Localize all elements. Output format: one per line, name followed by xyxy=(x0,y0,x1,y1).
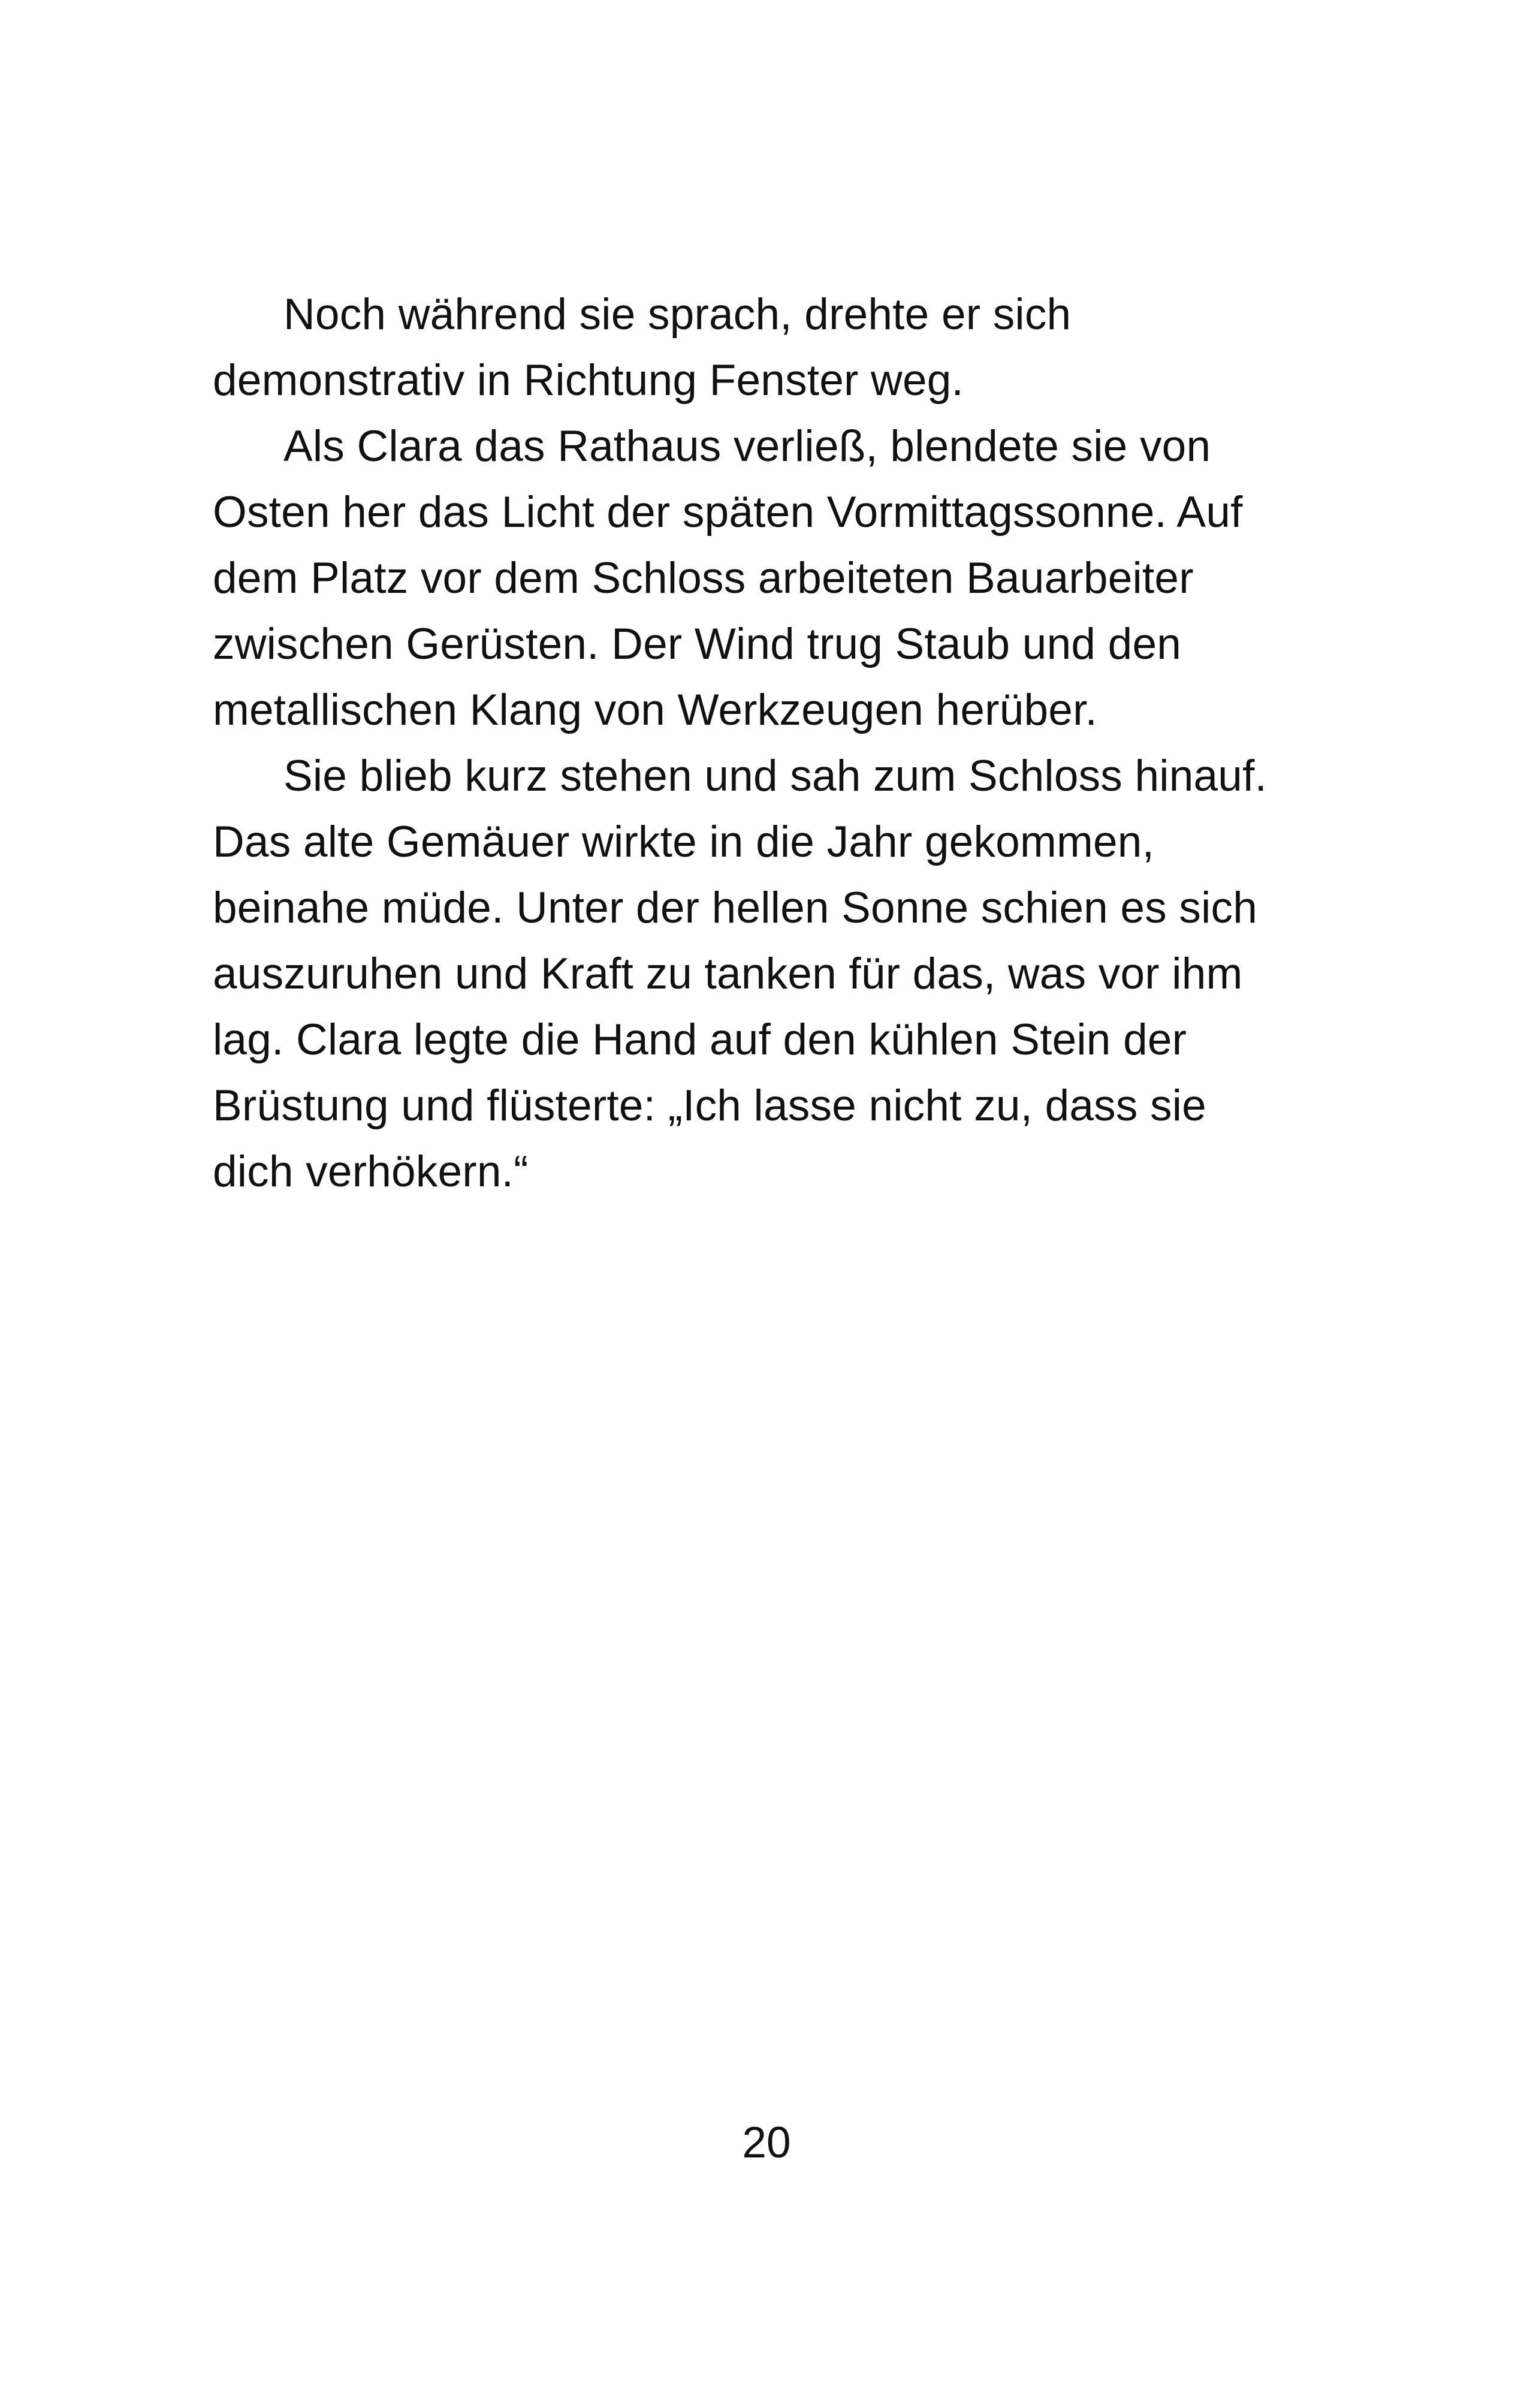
body-text xyxy=(213,282,1345,1205)
text-line: dich verhökern.“ xyxy=(213,1147,529,1196)
text-line: Noch während sie sprach, drehte er sich xyxy=(283,290,1072,339)
text-line: dem Platz vor dem Schloss arbeiteten Bauarbeiter xyxy=(213,554,1194,602)
text-line: Osten her das Licht der späten Vormittagssonne. Auf xyxy=(213,488,1243,537)
text-line: metallischen Klang von Werkzeugen herüber. xyxy=(213,686,1098,734)
text-line: Das alte Gemäuer wirkte in die Jahr gekommen, xyxy=(213,818,1155,866)
page-number: 20 xyxy=(742,2118,791,2167)
text-line: lag. Clara legte die Hand auf den kühlen Stein der xyxy=(213,1015,1187,1064)
text-line: demonstrativ in Richtung Fenster weg. xyxy=(213,356,964,405)
text-line: Brüstung und flüsterte: „Ich lasse nicht zu, dass sie xyxy=(213,1081,1206,1130)
text-line: zwischen Gerüsten. Der Wind trug Staub und den xyxy=(213,620,1182,668)
text-line: auszuruhen und Kraft zu tanken für das, was vor ihm xyxy=(213,950,1243,998)
text-line: Sie blieb kurz stehen und sah zum Schloss hinauf. xyxy=(283,752,1268,800)
text-line: beinahe müde. Unter der hellen Sonne schien es sich xyxy=(213,884,1258,932)
text-line: Als Clara das Rathaus verließ, blendete sie von xyxy=(283,422,1211,471)
